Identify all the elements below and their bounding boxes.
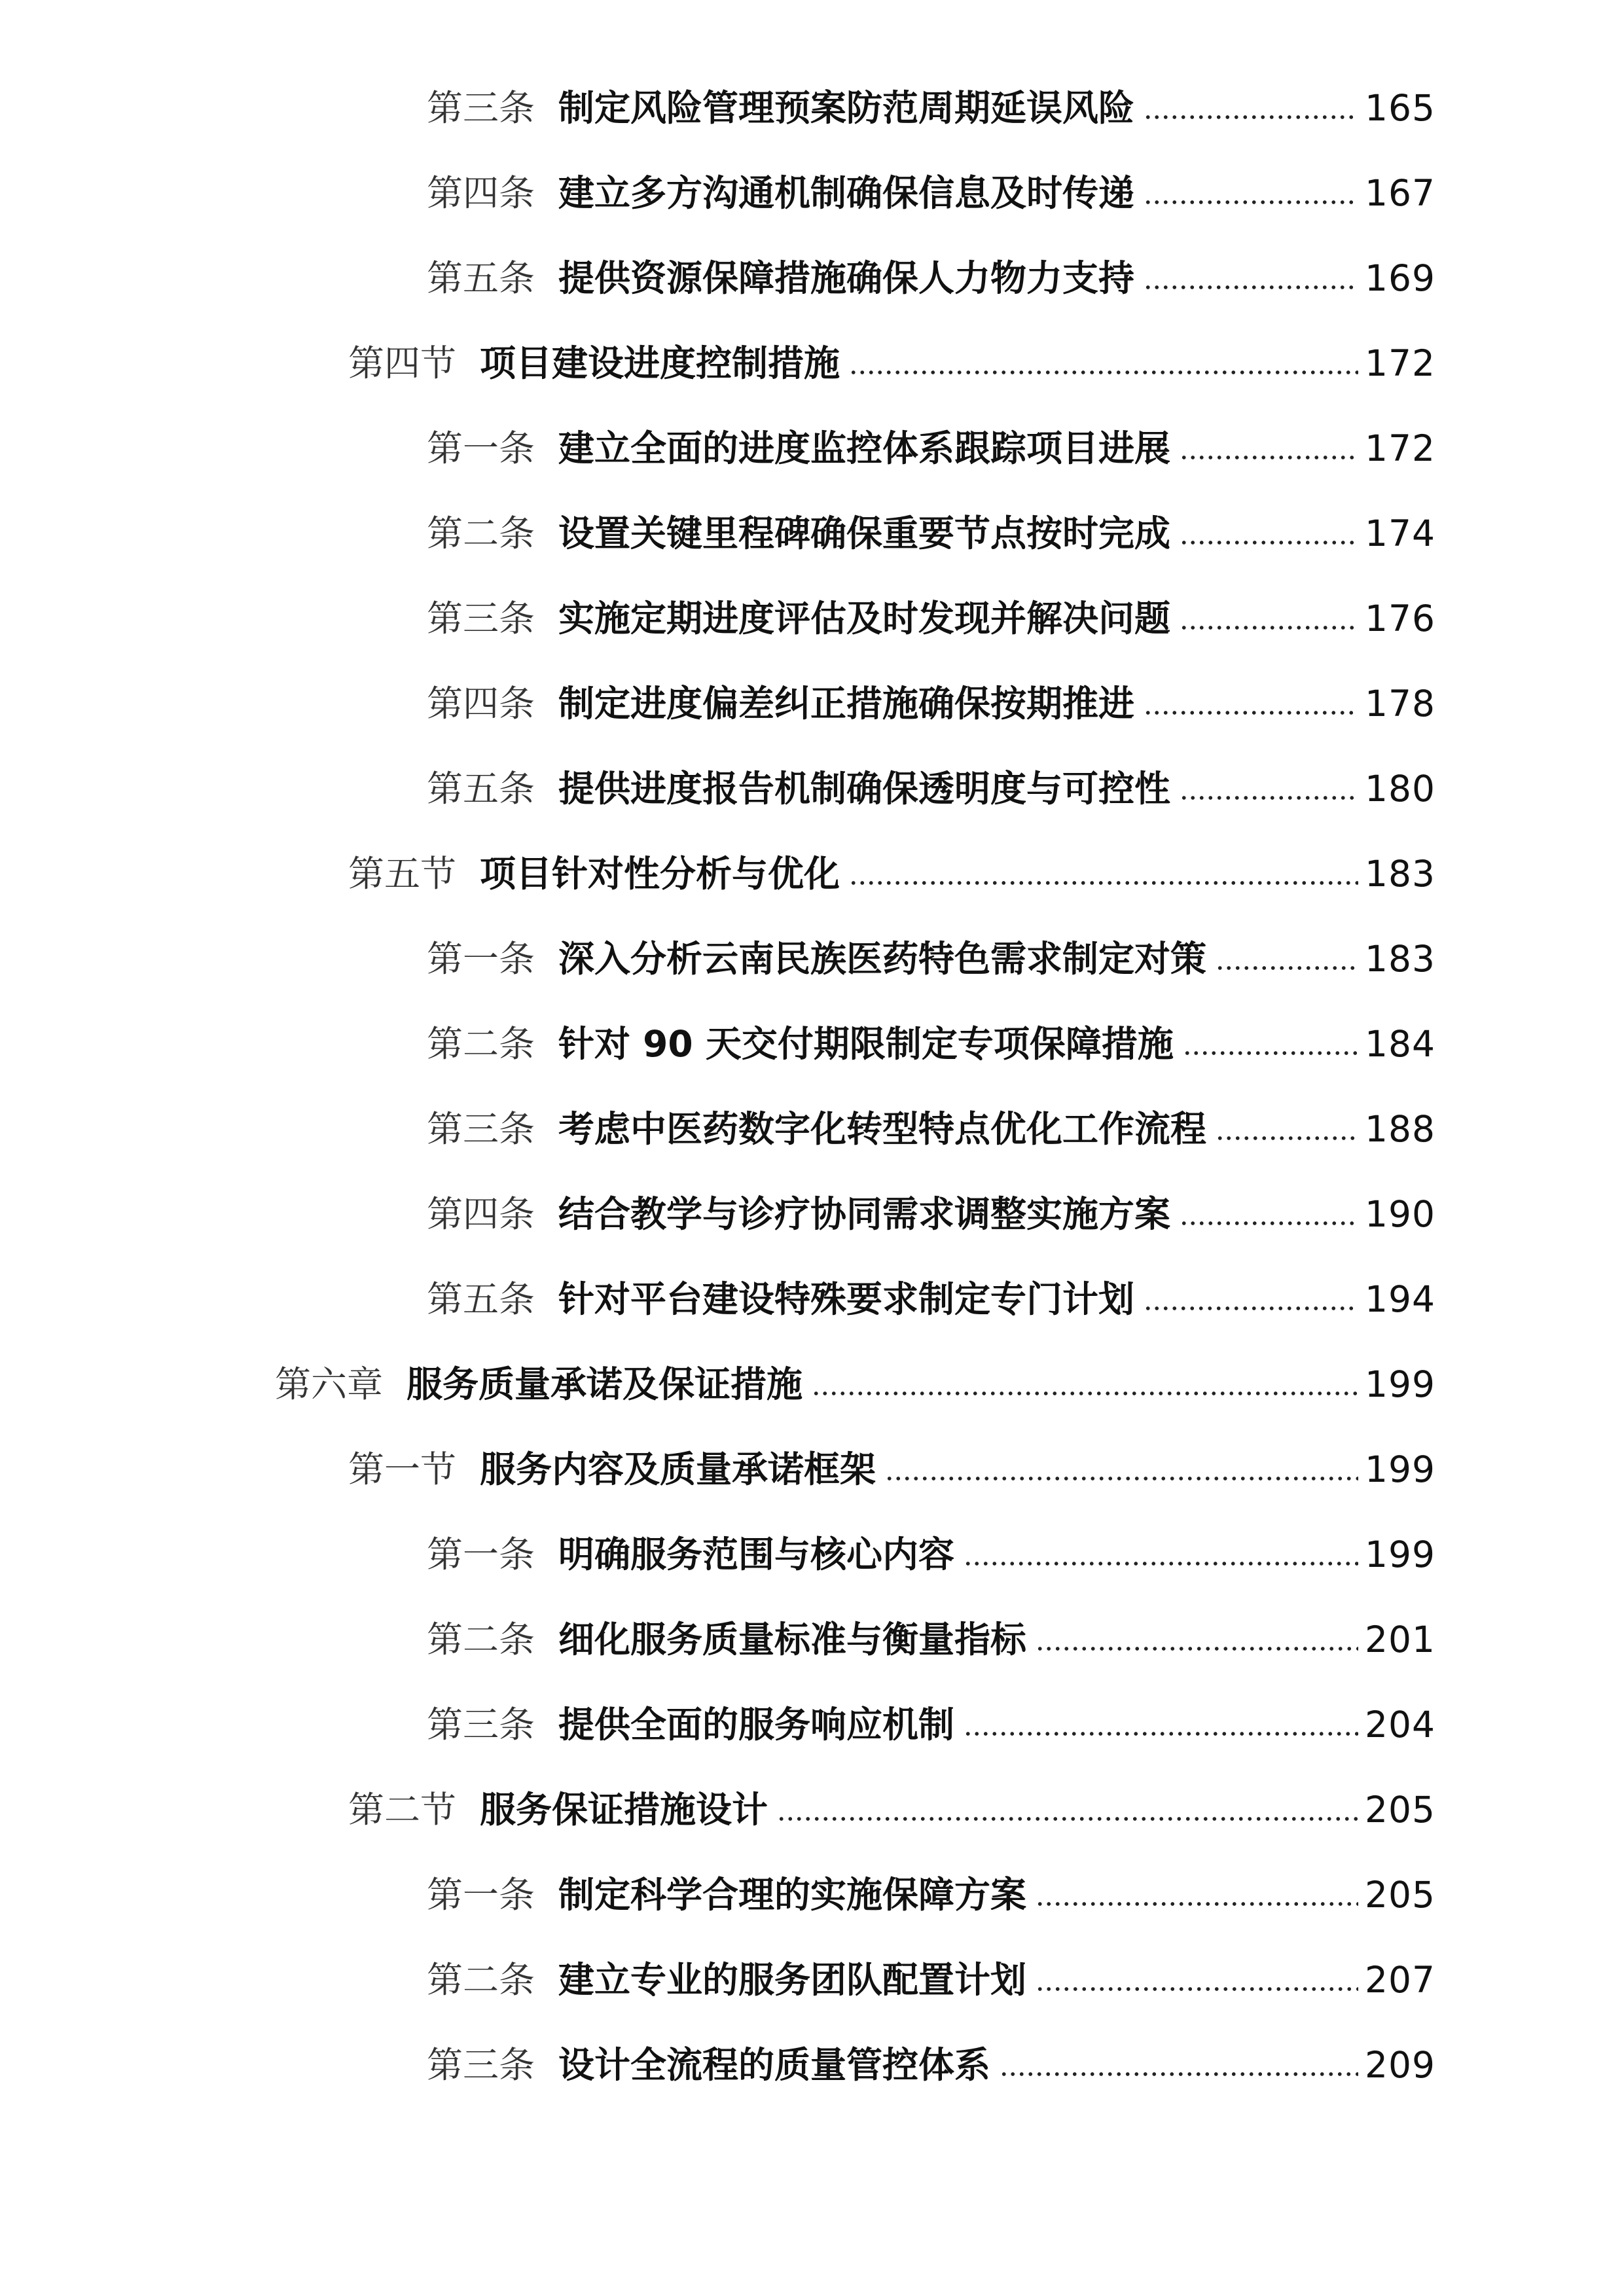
toc-entry-label [427,1024,1174,1064]
toc-page-number: 178 [1365,683,1435,725]
toc-entry-label [348,1450,876,1489]
toc-entry-title: 项目针对性分析与优化 [480,853,840,895]
toc-entry-title: 建立多方沟通机制确保信息及时传递 [558,172,1135,214]
toc-page-number: 201 [1365,1619,1435,1660]
dot-leader [1144,198,1358,207]
toc-entry[interactable] [0,1937,1624,2022]
toc-entry-title: 制定科学合理的实施保障方案 [558,1874,1027,1916]
toc-page-number: 205 [1365,1789,1435,1831]
toc-entry-number: 第三条 [427,1704,535,1746]
toc-entry-number: 第三条 [427,87,535,129]
toc-entry-number: 第一节 [348,1448,457,1490]
toc-entry-label [348,854,840,893]
toc-page-number: 209 [1365,2044,1435,2086]
toc-page-number: 188 [1365,1108,1435,1150]
toc-page-number: 167 [1365,172,1435,214]
toc-entry-label [427,1875,1026,1914]
toc-page-number: 169 [1365,257,1435,299]
toc-entry-number: 第三条 [427,2044,535,2086]
toc-entry-title: 考虑中医药数字化转型特点优化工作流程 [558,1108,1207,1150]
dot-leader [1216,1134,1358,1143]
toc-entry[interactable] [0,151,1624,236]
toc-entry[interactable] [0,1512,1624,1597]
toc-page-number: 207 [1365,1959,1435,2001]
toc-page-number: 204 [1365,1704,1435,1746]
toc-page-number: 180 [1365,768,1435,810]
toc-entry-number: 第五节 [348,853,457,895]
toc-entry-label [427,88,1134,128]
toc-entry-title: 制定风险管理预案防范周期延误风险 [558,87,1135,129]
toc-entry-number: 第五条 [427,1278,535,1320]
toc-entry-number: 第二节 [348,1789,457,1831]
dot-leader [964,1729,1358,1738]
dot-leader [1144,113,1358,122]
toc-entry-number: 第四条 [427,1193,535,1235]
toc-entry-number: 第五条 [427,768,535,810]
dot-leader [1180,1219,1358,1228]
toc-entry-number: 第二条 [427,1619,535,1660]
toc-entry-label [427,1535,954,1574]
dot-leader [1180,453,1358,462]
toc-entry-number: 第一条 [427,1874,535,1916]
dot-leader [1144,1304,1358,1313]
dot-leader [777,1814,1358,1823]
toc-entry-title: 制定进度偏差纠正措施确保按期推进 [558,683,1135,725]
toc-entry-number: 第四条 [427,683,535,725]
toc-entry[interactable] [0,1342,1624,1427]
toc-entry-label [427,769,1170,808]
toc-entry[interactable] [0,916,1624,1001]
dot-leader [885,1474,1358,1483]
toc-entry[interactable] [0,1257,1624,1342]
toc-page-number: 184 [1365,1023,1435,1065]
toc-page-number: 172 [1365,427,1435,469]
toc-entry-number: 第四条 [427,172,535,214]
toc-entry[interactable] [0,2022,1624,2108]
toc-entry-title: 服务内容及质量承诺框架 [480,1448,876,1490]
toc-entry-title: 服务质量承诺及保证措施 [406,1363,803,1405]
toc-entry-label [427,1280,1134,1319]
toc-entry-label [427,1620,1026,1659]
toc-page-number: 205 [1365,1874,1435,1916]
toc-entry[interactable] [0,661,1624,746]
toc-entry[interactable] [0,746,1624,831]
toc-entry-label [427,173,1134,213]
toc-page-number: 174 [1365,512,1435,554]
toc-entry[interactable] [0,1767,1624,1852]
toc-entry-label [275,1365,803,1404]
table-of-contents [0,65,1624,2108]
dot-leader [1036,1899,1358,1909]
toc-page-number: 194 [1365,1278,1435,1320]
toc-page-number: 176 [1365,598,1435,639]
toc-entry-number: 第二条 [427,512,535,554]
toc-entry-label [427,514,1170,553]
toc-entry[interactable] [0,65,1624,151]
toc-entry-label [427,939,1206,978]
toc-page-number: 183 [1365,853,1435,895]
toc-entry[interactable] [0,1086,1624,1172]
toc-entry[interactable] [0,236,1624,321]
dot-leader [1183,1049,1358,1058]
toc-entry-number: 第三条 [427,1108,535,1150]
dot-leader [1216,963,1358,973]
toc-entry-number: 第三条 [427,598,535,639]
toc-entry-title: 明确服务范围与核心内容 [558,1534,955,1575]
toc-entry-number: 第一条 [427,938,535,980]
dot-leader [812,1389,1358,1398]
toc-entry-title: 实施定期进度评估及时发现并解决问题 [558,598,1171,639]
toc-entry-label [348,344,840,383]
toc-entry-title: 建立专业的服务团队配置计划 [558,1959,1027,2001]
toc-entry[interactable] [0,1427,1624,1512]
toc-entry-label [427,1705,954,1744]
dot-leader [1144,283,1358,292]
toc-entry-label [427,684,1134,723]
toc-entry-label [427,599,1170,638]
toc-entry-title: 设计全流程的质量管控体系 [558,2044,991,2086]
toc-entry[interactable] [0,1852,1624,1937]
toc-entry[interactable] [0,576,1624,661]
dot-leader [1036,1644,1358,1653]
toc-entry-title: 结合教学与诊疗协同需求调整实施方案 [558,1193,1171,1235]
dot-leader [1036,1984,1358,1994]
toc-entry-title: 服务保证措施设计 [480,1789,768,1831]
toc-entry-title: 设置关键里程碑确保重要节点按时完成 [558,512,1171,554]
toc-entry-title: 建立全面的进度监控体系跟踪项目进展 [558,427,1171,469]
toc-entry[interactable] [0,831,1624,916]
toc-entry-title: 提供进度报告机制确保透明度与可控性 [558,768,1171,810]
toc-entry[interactable] [0,1597,1624,1682]
toc-entry-label [427,1194,1170,1234]
toc-entry[interactable] [0,491,1624,576]
toc-entry-label [427,1960,1026,2000]
toc-entry-title: 项目建设进度控制措施 [480,342,840,384]
toc-entry-number: 第一条 [427,427,535,469]
toc-entry-title: 提供资源保障措施确保人力物力支持 [558,257,1135,299]
toc-page-number: 165 [1365,87,1435,129]
dot-leader [1180,623,1358,632]
toc-page-number: 183 [1365,938,1435,980]
toc-page-number: 190 [1365,1193,1435,1235]
toc-entry-title: 提供全面的服务响应机制 [558,1704,955,1746]
toc-entry[interactable] [0,1682,1624,1767]
toc-entry-number: 第一条 [427,1534,535,1575]
toc-entry-title: 深入分析云南民族医药特色需求制定对策 [558,938,1207,980]
toc-entry-number: 第五条 [427,257,535,299]
dot-leader [1144,708,1358,717]
toc-entry-title: 针对 90 天交付期限制定专项保障措施 [558,1023,1174,1065]
toc-entry-number: 第四节 [348,342,457,384]
dot-leader [1000,2070,1358,2079]
dot-leader [1180,793,1358,802]
toc-entry-label [427,429,1170,468]
toc-page-number: 199 [1365,1448,1435,1490]
toc-entry[interactable] [0,1172,1624,1257]
dot-leader [1180,538,1358,547]
toc-page-number: 199 [1365,1534,1435,1575]
toc-entry-label [427,2045,990,2085]
toc-entry[interactable] [0,406,1624,491]
toc-entry-label [348,1790,768,1829]
toc-entry-label [427,1109,1206,1149]
toc-page-number: 172 [1365,342,1435,384]
dot-leader [849,878,1358,888]
toc-entry[interactable] [0,1001,1624,1086]
toc-entry-number: 第二条 [427,1959,535,2001]
dot-leader [849,368,1358,377]
toc-entry-label [427,259,1134,298]
dot-leader [964,1559,1358,1568]
toc-page-number: 199 [1365,1363,1435,1405]
toc-entry-number: 第二条 [427,1023,535,1065]
toc-entry-number: 第六章 [275,1363,384,1405]
toc-entry-title: 细化服务质量标准与衡量指标 [558,1619,1027,1660]
toc-entry[interactable] [0,321,1624,406]
toc-entry-title: 针对平台建设特殊要求制定专门计划 [558,1278,1135,1320]
